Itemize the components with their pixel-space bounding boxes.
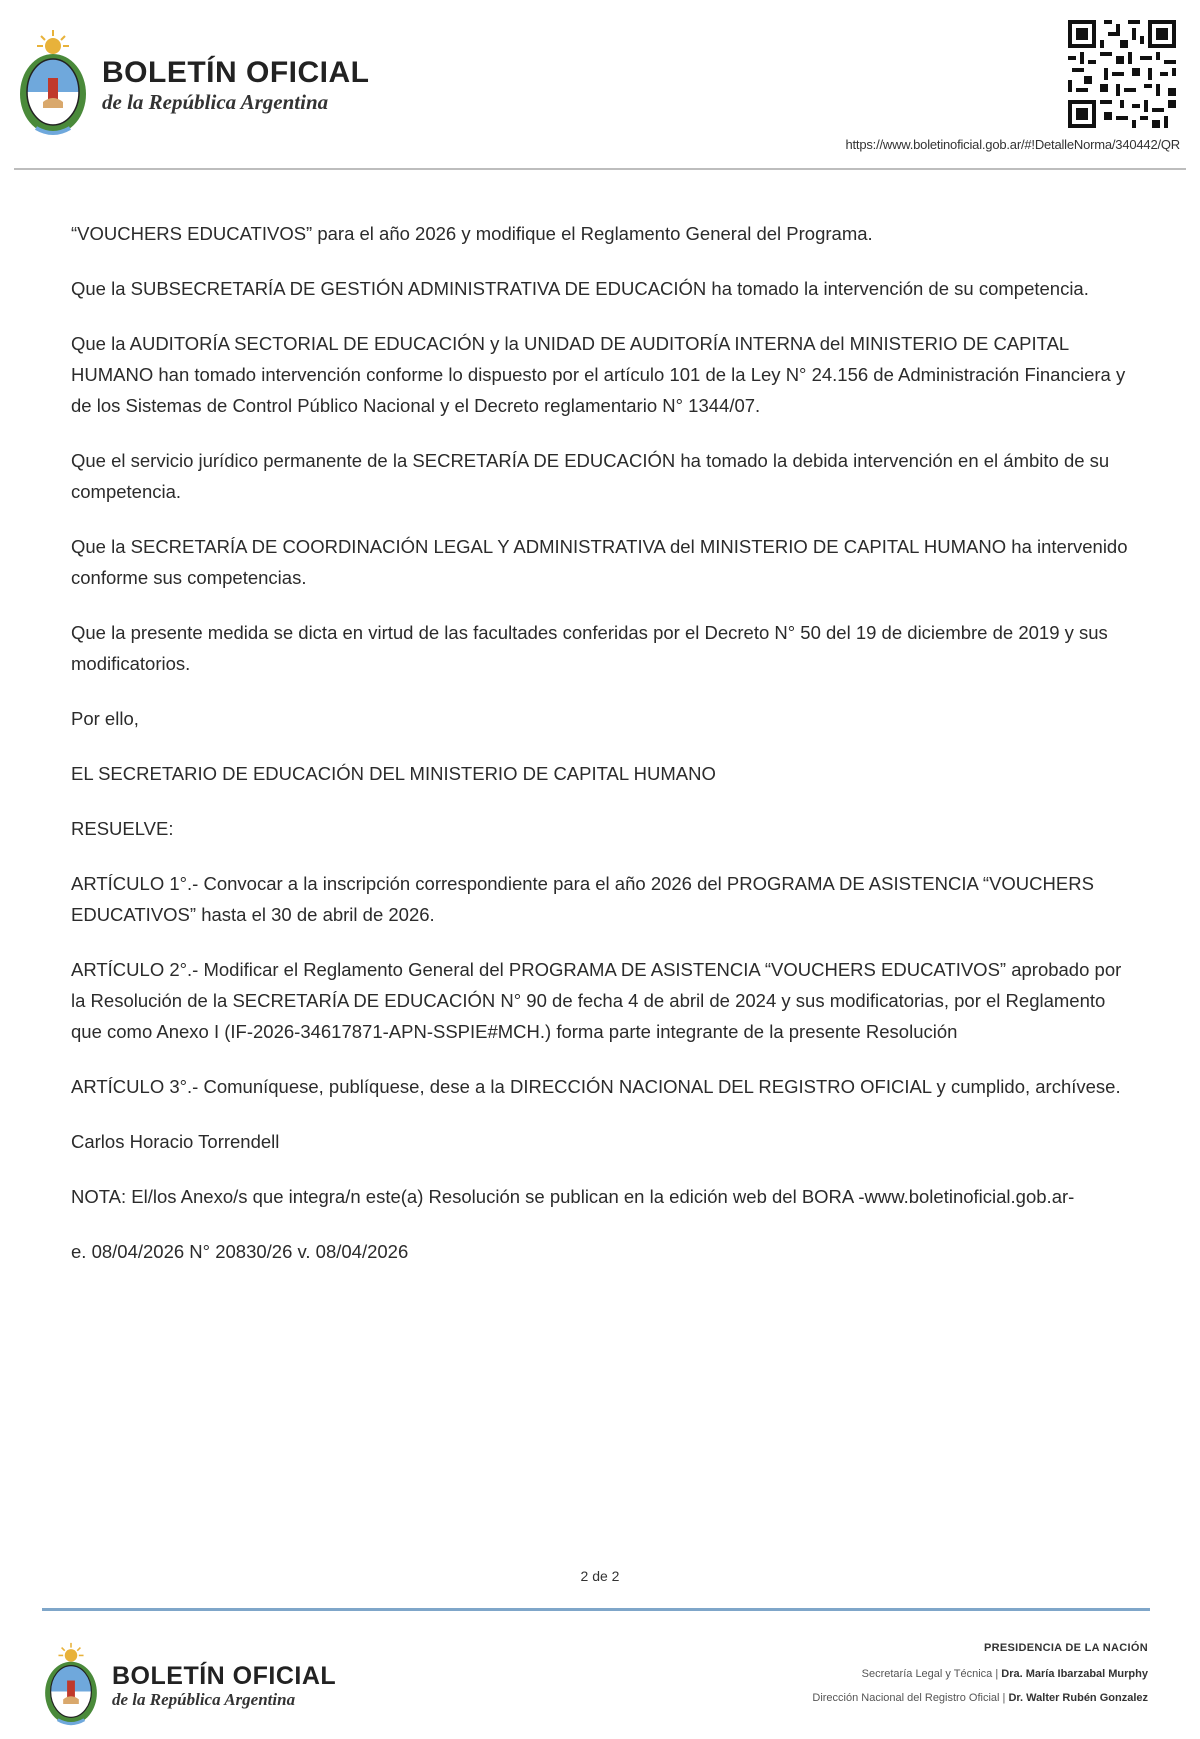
qr-url[interactable]: https://www.boletinoficial.gob.ar/#!DetalleNorma/340442/QR bbox=[845, 137, 1180, 152]
credit-name: Dra. María Ibarzabal Murphy bbox=[1001, 1668, 1148, 1680]
footer-logo bbox=[42, 1640, 336, 1732]
brand-title: BOLETÍN OFICIAL bbox=[102, 56, 370, 89]
credit-role: Secretaría Legal y Técnica bbox=[861, 1668, 993, 1680]
signatory: Carlos Horacio Torrendell bbox=[71, 1131, 280, 1152]
footer-brand-title: BOLETÍN OFICIAL bbox=[112, 1662, 337, 1690]
argentina-coat-of-arms-icon bbox=[42, 1640, 100, 1732]
footer-credits bbox=[812, 1642, 1148, 1704]
paragraph: Que el servicio jurídico permanente de la SECRETARÍA DE EDUCACIÓN ha tomado la debida intervención en el ámbito de su competencia. bbox=[71, 450, 1110, 502]
article-3: ARTÍCULO 3°.- Comuníquese, publíquese, dese a la DIRECCIÓN NACIONAL DEL REGISTRO OFICIAL y cumplido, archívese. bbox=[71, 1076, 1121, 1097]
brand-subtitle: de la República Argentina bbox=[102, 90, 329, 114]
presidencia-label: PRESIDENCIA DE LA NACIÓN bbox=[983, 1642, 1148, 1654]
credit-role: Dirección Nacional del Registro Oficial bbox=[812, 1692, 1000, 1704]
publication-record: e. 08/04/2026 N° 20830/26 v. 08/04/2026 bbox=[71, 1241, 409, 1262]
footer-credit-line bbox=[812, 1668, 1148, 1680]
boletin-logo[interactable] bbox=[16, 28, 369, 142]
header-divider bbox=[14, 168, 1186, 170]
credit-separator: | bbox=[1002, 1692, 1006, 1704]
footer-brand-text bbox=[112, 1662, 336, 1710]
footer-credit-line bbox=[812, 1692, 1148, 1704]
credit-separator: | bbox=[995, 1668, 999, 1680]
argentina-coat-of-arms-icon bbox=[16, 28, 90, 142]
article-1: ARTÍCULO 1°.- Convocar a la inscripción correspondiente para el año 2026 del PROGRAMA DE ASISTENCIA “VOUCHERS EDUCATIVOS” hasta el 30 de abril de 2026. bbox=[71, 873, 1094, 925]
paragraph: EL SECRETARIO DE EDUCACIÓN DEL MINISTERIO DE CAPITAL HUMANO bbox=[71, 763, 716, 784]
page-header bbox=[0, 0, 1200, 175]
paragraph: Por ello, bbox=[71, 708, 139, 729]
paragraph: RESUELVE: bbox=[71, 818, 174, 839]
footer-brand-subtitle: de la República Argentina bbox=[112, 1690, 296, 1709]
note: NOTA: El/los Anexo/s que integra/n este(a) Resolución se publican en la edición web del BORA -www.boletinoficial.gob.ar- bbox=[71, 1186, 1075, 1207]
paragraph: Que la SUBSECRETARÍA DE GESTIÓN ADMINISTRATIVA DE EDUCACIÓN ha tomado la intervención de su competencia. bbox=[71, 278, 1089, 299]
brand-text bbox=[102, 56, 369, 114]
footer-divider bbox=[42, 1608, 1150, 1611]
paragraph: Que la AUDITORÍA SECTORIAL DE EDUCACIÓN y la UNIDAD DE AUDITORÍA INTERNA del MINISTERIO DE CAPITAL HUMANO han tomado intervención conforme lo dispuesto por el artículo 101 de la Ley N° 24.156 de Administración Financiera y de los Sistemas de Control Público Nacional y el Decreto reglamentario N° 1344/07. bbox=[71, 333, 1126, 416]
paragraph: Que la presente medida se dicta en virtud de las facultades conferidas por el Decreto N° 50 del 19 de diciembre de 2019 y sus modificatorios. bbox=[71, 622, 1108, 674]
paragraph: Que la SECRETARÍA DE COORDINACIÓN LEGAL Y ADMINISTRATIVA del MINISTERIO DE CAPITAL HUMANO ha intervenido conforme sus competencias. bbox=[71, 536, 1128, 588]
article-2: ARTÍCULO 2°.- Modificar el Reglamento General del PROGRAMA DE ASISTENCIA “VOUCHERS EDUCATIVOS” aprobado por la Resolución de la SECRETARÍA DE EDUCACIÓN N° 90 de fecha 4 de abril de 2024 y sus modificatorias, por el Reglamento que como Anexo I (IF-2026-34617871-APN-SSPIE#MCH.) forma parte integrante de la presente Resolución bbox=[71, 959, 1122, 1042]
qr-code-icon[interactable] bbox=[1068, 20, 1176, 128]
credit-name: Dr. Walter Rubén Gonzalez bbox=[1008, 1692, 1148, 1704]
paragraph: “VOUCHERS EDUCATIVOS” para el año 2026 y modifique el Reglamento General del Programa. bbox=[71, 223, 873, 244]
page-number: 2 de 2 bbox=[580, 1568, 620, 1584]
resolution-body bbox=[71, 218, 1133, 1291]
